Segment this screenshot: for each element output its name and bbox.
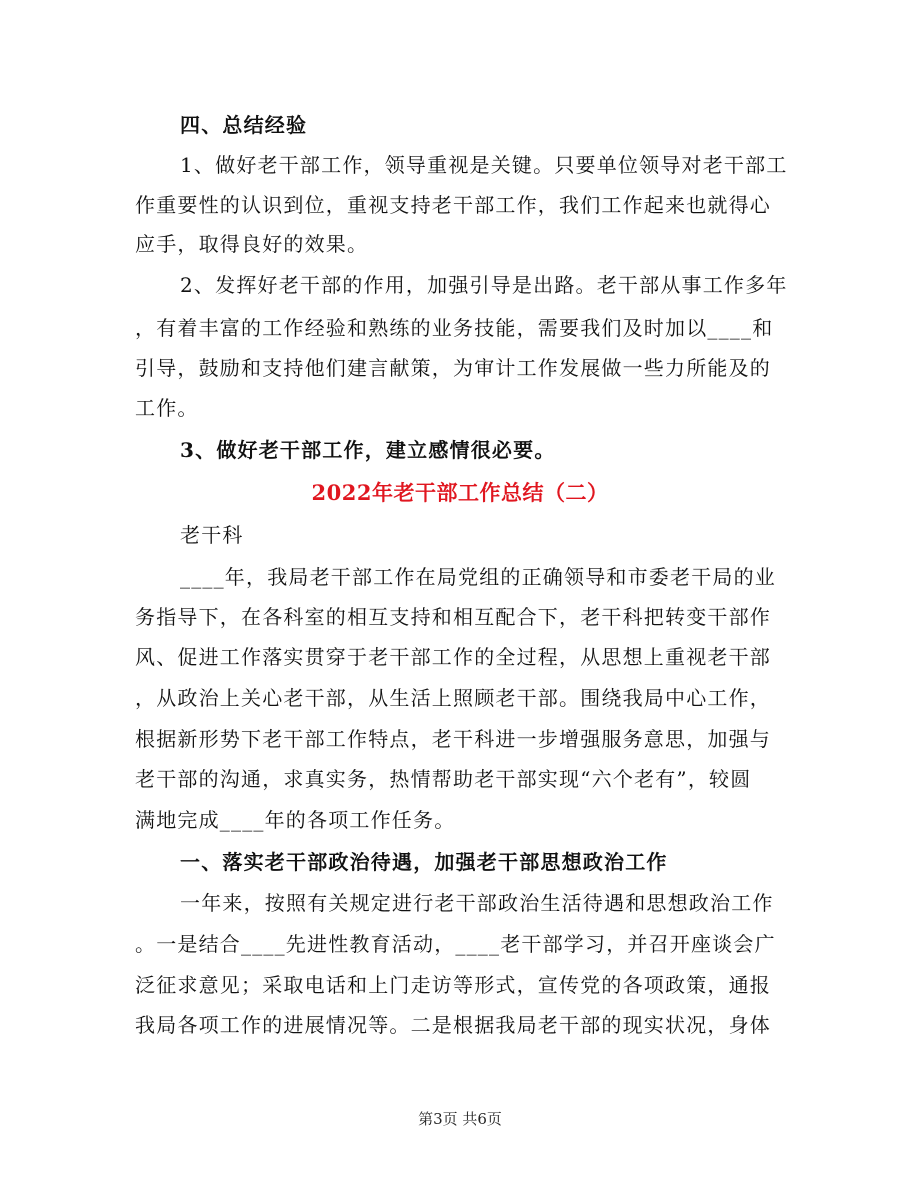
section-one-line-3: 泛征求意见；采取电话和上门走访等形式，宣传党的各项政策，通报	[135, 973, 771, 997]
author-label: 老干科	[180, 523, 244, 547]
item2-line-3: 引导，鼓励和支持他们建言献策，为审计工作发展做一些力所能及的	[135, 356, 771, 380]
intro-line-5: 根据新形势下老干部工作特点，老干科进一步增强服务意思，加强与	[135, 727, 771, 751]
intro-line-4: ，从政治上关心老干部，从生活上照顾老干部。围绕我局中心工作，	[135, 686, 771, 710]
section-one-line-2: 。一是结合____先进性教育活动，____老干部学习，并召开座谈会广	[135, 932, 776, 956]
item1-line-1: 1、做好老干部工作，领导重视是关键。只要单位领导对老干部工	[180, 153, 788, 177]
item2-line-2: ，有着丰富的工作经验和熟练的业务技能，需要我们及时加以____和	[135, 316, 774, 340]
item3-heading: 3、做好老干部工作，建立感情很必要。	[180, 438, 556, 462]
section-one-heading: 一、落实老干部政治待遇，加强老干部思想政治工作	[180, 850, 668, 874]
section-one-line-1: 一年来，按照有关规定进行老干部政治生活待遇和思想政治工作	[180, 891, 774, 915]
intro-line-6: 老干部的沟通，求真实务，热情帮助老干部实现“六个老有”，较圆	[135, 767, 752, 791]
document-title: 2022年老干部工作总结（二）	[311, 480, 609, 505]
item1-line-2: 作重要性的认识到位，重视支持老干部工作，我们工作起来也就得心	[135, 193, 771, 217]
item2-line-1: 2、发挥好老干部的作用，加强引导是出路。老干部从事工作多年	[180, 273, 788, 297]
section-four-heading: 四、总结经验	[180, 113, 308, 137]
item1-line-3: 应手，取得良好的效果。	[135, 232, 369, 256]
intro-line-7: 满地完成____年的各项工作任务。	[135, 808, 456, 832]
intro-line-1: ____年，我局老干部工作在局党组的正确领导和市委老干局的业	[180, 565, 776, 589]
intro-line-3: 风、促进工作落实贯穿于老干部工作的全过程，从思想上重视老干部	[135, 645, 771, 669]
section-one-line-4: 我局各项工作的进展情况等。二是根据我局老干部的现实状况，身体	[135, 1013, 771, 1037]
page-footer: 第3页 共6页	[418, 1110, 502, 1128]
item2-line-4: 工作。	[135, 396, 199, 420]
intro-line-2: 务指导下，在各科室的相互支持和相互配合下，老干科把转变干部作	[135, 605, 771, 629]
